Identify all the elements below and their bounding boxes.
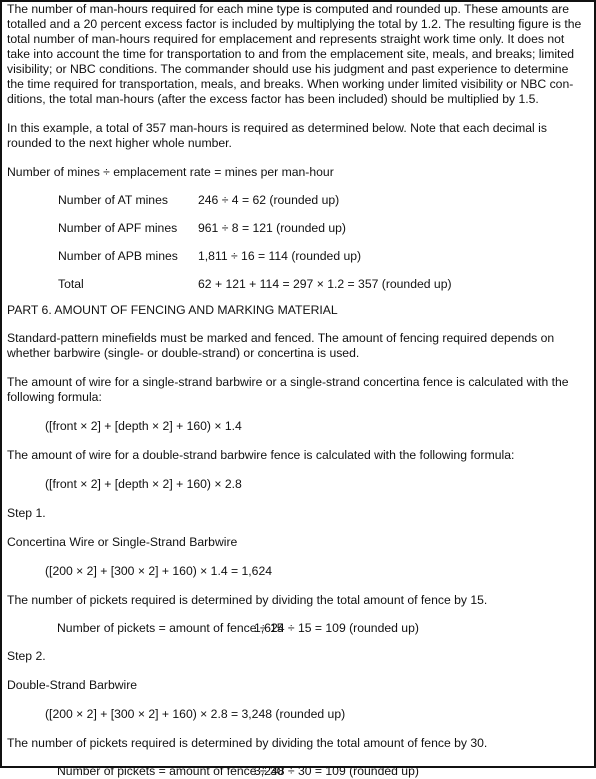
double-strand-text: The amount of wire for a double-strand barbwire fence is calculated with the following formula: (7, 448, 515, 462)
text-line: The number of man-hours required for each mine type is computed and rounded up. These amounts are (7, 2, 570, 16)
text-line: visibility; or NBC conditions. The commander should use his judgment and past experience to determine (7, 62, 569, 76)
pickets-30-text: The number of pickets required is determined by dividing the total amount of fence by 30. (7, 736, 488, 750)
mine-row (7, 214, 587, 242)
step1-label: Step 1. (7, 506, 46, 520)
text-line: totalled and a 20 percent excess factor is included by multiplying the total by 1.2. The resulting figure is the (7, 17, 582, 31)
text-line: following formula: (7, 390, 102, 404)
pickets-15-calculation (7, 621, 587, 636)
pickets-value: 1,624 ÷ 15 = 109 (rounded up) (254, 621, 419, 635)
mine-row-label: Number of APF mines (58, 220, 178, 235)
text-line: take into account the time for transportation to and from the emplacement site, meals, and breaks; limited (7, 47, 575, 61)
step2-title: Double-Strand Barbwire (7, 678, 138, 692)
mine-row-value: 961 ÷ 8 = 121 (rounded up) (198, 220, 346, 235)
text-line: The amount of wire for a single-strand barbwire or a single-strand concertina fence is calculated with the (7, 375, 569, 389)
mine-row-label: Number of APB mines (58, 248, 178, 263)
mine-row-label: Number of AT mines (58, 192, 168, 207)
text-line: whether barbwire (single- or double-strand) or concertina is used. (7, 346, 360, 360)
step1-calculation: ([200 × 2] + [300 × 2] + 160) × 1.4 = 1,624 (45, 564, 272, 578)
fencing-paragraph (7, 331, 587, 361)
text-line: Standard-pattern minefields must be marked and fenced. The amount of fencing required depends on (7, 331, 555, 345)
rate-formula: Number of mines ÷ emplacement rate = mines per man-hour (7, 165, 334, 179)
pickets-formula: Number of pickets = amount of fence ÷ 15 (57, 621, 284, 635)
step2-calculation: ([200 × 2] + [300 × 2] + 160) × 2.8 = 3,248 (rounded up) (45, 707, 346, 721)
mine-row (7, 270, 587, 298)
pickets-30-calculation (7, 764, 587, 779)
single-strand-paragraph (7, 375, 587, 405)
text-line: ditions, the total man-hours (after the excess factor has been included) should be multiplied by 1.5. (7, 92, 539, 106)
mine-row (7, 242, 587, 270)
mine-row-value: 62 + 121 + 114 = 297 × 1.2 = 357 (rounded up) (198, 276, 452, 291)
single-strand-formula: ([front × 2] + [depth × 2] + 160) × 1.4 (45, 419, 242, 433)
document-body (7, 2, 587, 779)
intro-paragraph (7, 2, 587, 107)
pickets-15-text: The number of pickets required is determined by dividing the total amount of fence by 15. (7, 593, 488, 607)
section-heading: PART 6. AMOUNT OF FENCING AND MARKING MATERIAL (7, 303, 338, 317)
step2-label: Step 2. (7, 649, 46, 663)
mine-row-label: Total (58, 276, 84, 291)
mine-row-value: 1,811 ÷ 16 = 114 (rounded up) (198, 248, 362, 263)
text-line: In this example, a total of 357 man-hours is required as determined below. Note that each decimal is (7, 121, 547, 135)
mine-row (7, 186, 587, 214)
double-strand-formula: ([front × 2] + [depth × 2] + 160) × 2.8 (45, 477, 242, 491)
mine-row-value: 246 ÷ 4 = 62 (rounded up) (198, 192, 340, 207)
pickets-value: 3,248 ÷ 30 = 109 (rounded up) (254, 764, 419, 778)
example-paragraph (7, 121, 587, 151)
text-line: total number of man-hours required for emplacement and represents straight work time only. It does not (7, 32, 565, 46)
text-line: the time required for transportation, meals, and breaks. When working under limited visibility or NBC con- (7, 77, 574, 91)
pickets-formula: Number of pickets = amount of fence ÷ 30 (57, 764, 284, 778)
mine-table (7, 186, 587, 298)
text-line: rounded to the next higher whole number. (7, 136, 232, 150)
step1-title: Concertina Wire or Single-Strand Barbwire (7, 535, 238, 549)
